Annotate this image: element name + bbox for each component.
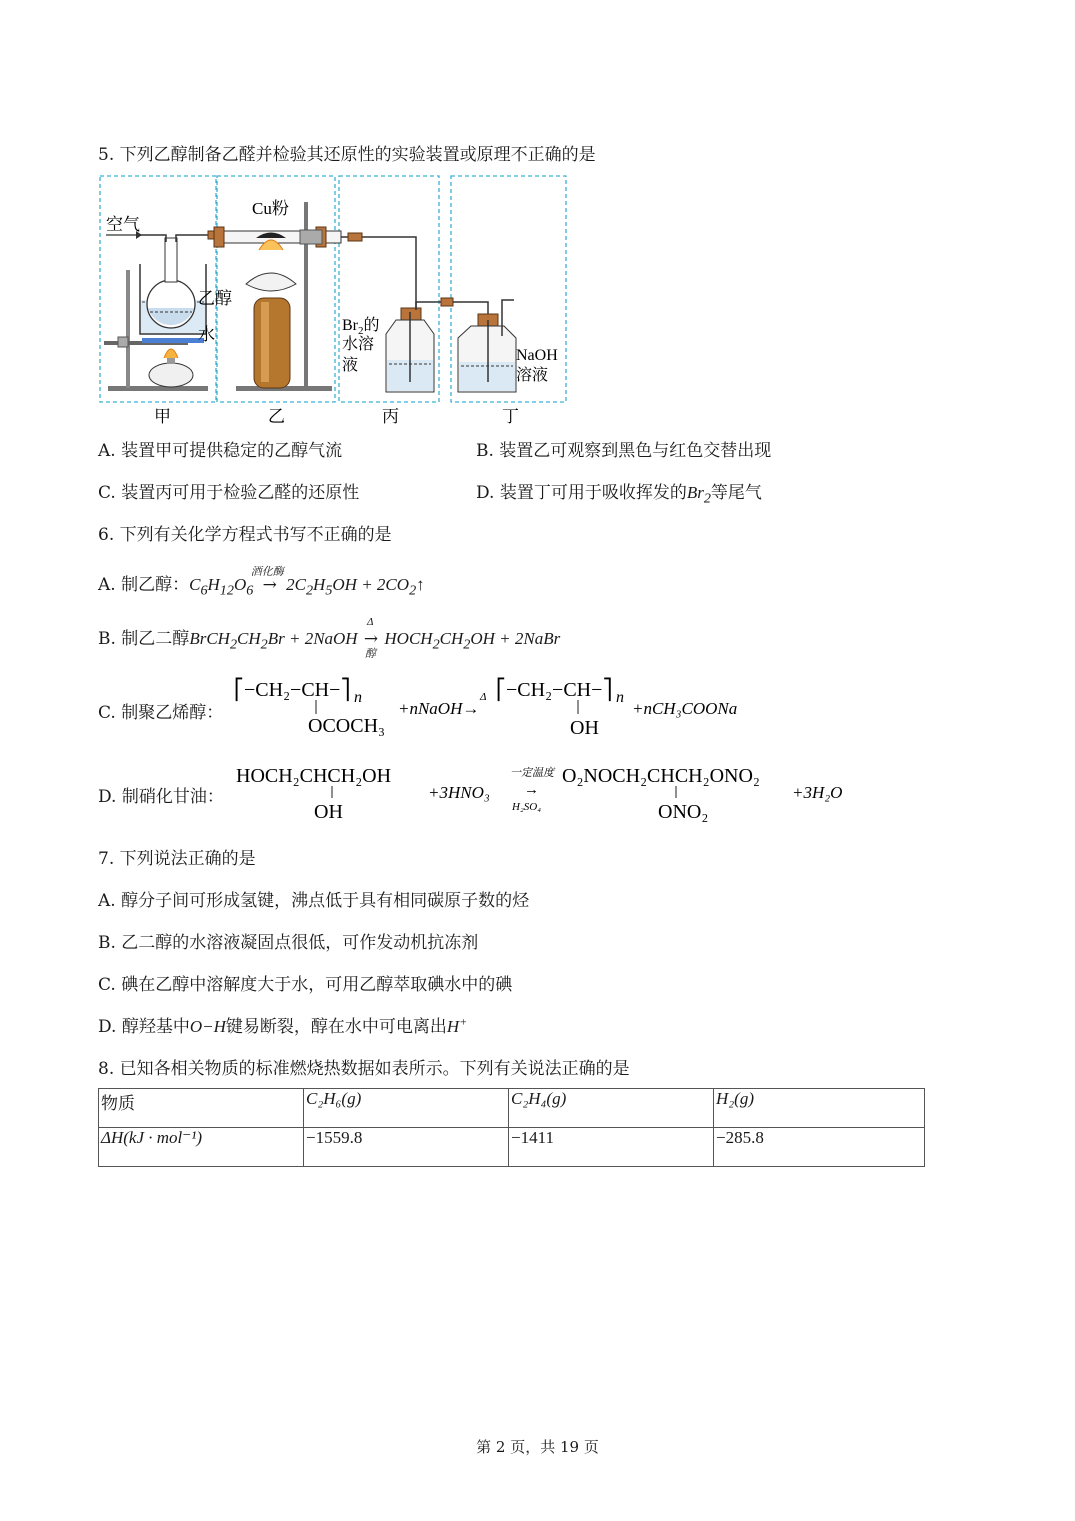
svg-text:n: n [354,689,362,706]
q6-option-c-equation [228,672,788,742]
label-br2-line3: 液 [342,357,359,374]
label-ding: 丁 [502,407,519,424]
svg-text:→: → [524,782,539,798]
header-c2h4: C₂H₄(g) [509,1089,714,1128]
svg-text:Δ: Δ [480,691,487,703]
br2-formula: $Br_2$ [686,483,711,507]
q6-option-d-label: D. 制硝化甘油： [98,787,224,807]
label-ethanol: 乙醇 [198,289,232,308]
q6-option-a: A. 制乙醇：$C_6H_{12}O_6$ 酒化酶 → $2C_2H_5OH$ + $2CO_2↑$ [98,566,425,599]
q5-apparatus-figure [96,172,571,424]
q6-option-d-equation [232,758,862,828]
svg-text:OH: OH [570,717,599,739]
q7-option-c: C. 碘在乙醇中溶解度大于水，可用乙醇萃取碘水中的碘 [98,975,513,995]
label-jia: 甲 [154,407,171,424]
label-br2: $Br_2$的 [342,317,380,337]
label-air: 空气 [106,215,140,234]
label-cu: Cu粉 [252,199,289,218]
q5-stem: 5. 下列乙醇制备乙醛并检验其还原性的实验装置或原理不正确的是 [98,145,596,165]
q7-stem: 7. 下列说法正确的是 [98,849,256,869]
q7-option-b: B. 乙二醇的水溶液凝固点很低，可作发动机抗冻剂 [98,933,479,953]
q8-stem: 8. 已知各相关物质的标准燃烧热数据如表所示。下列有关说法正确的是 [98,1059,630,1079]
lamp-body [254,298,290,388]
label-naoh-line2: 溶液 [516,367,549,384]
stand-rod [126,270,130,388]
q7-option-d: D. 醇羟基中O−H键易断裂，醇在水中可电离出H+ [98,1014,468,1037]
svg-text:OCOCH₃: OCOCH₃ [308,715,385,737]
label-water: 水 [198,325,215,344]
table-row [99,1128,925,1167]
page-footer: 第 2 页，共 19 页 [476,1438,599,1456]
q5-option-b: B. 装置乙可观察到黑色与红色交替出现 [476,441,772,461]
header-substance: 物质 [99,1089,304,1128]
svg-text:⎡−CH₂−CH−⎤: ⎡−CH₂−CH−⎤ [496,679,613,701]
q7-option-a: A. 醇分子间可形成氢键，沸点低于具有相同碳原子数的烃 [98,891,530,911]
row-label-dh: ΔH(kJ · mol⁻¹) [99,1128,304,1167]
header-c2h6: C₂H₆(g) [304,1089,509,1128]
value-c2h6: −1559.8 [304,1128,509,1167]
svg-text:+nCH₃COONa: +nCH₃COONa [632,699,738,718]
svg-text:OH: OH [314,801,343,823]
value-c2h4: −1411 [509,1128,714,1167]
label-yi: 乙 [268,407,285,424]
combustion-heat-table [98,1088,925,1167]
q5-option-c: C. 装置丙可用于检验乙醛的还原性 [98,483,360,503]
q6-stem: 6. 下列有关化学方程式书写不正确的是 [98,525,392,545]
stand-base [108,386,208,391]
gauze [142,338,204,343]
q6-option-c-label: C. 制聚乙烯醇： [98,703,224,723]
label-bing: 丙 [382,407,399,424]
svg-text:n: n [616,689,624,706]
svg-text:+nNaOH→: +nNaOH→ [398,699,480,718]
q5-option-d: D. 装置丁可用于吸收挥发的$Br_2$等尾气 [476,483,762,507]
svg-text:+3H₂O: +3H₂O [792,783,843,802]
q5-option-a: A. 装置甲可提供稳定的乙醇气流 [98,441,343,461]
svg-text:H₂SO₄: H₂SO₄ [512,801,542,813]
label-br2-line2: 水溶 [342,336,375,353]
header-h2: H₂(g) [714,1089,925,1128]
value-h2: −285.8 [714,1128,925,1167]
svg-text:O₂NOCH₂CHCH₂ONO₂: O₂NOCH₂CHCH₂ONO₂ [562,765,760,787]
svg-text:HOCH₂CHCH₂OH: HOCH₂CHCH₂OH [236,765,392,787]
svg-text:⎡−CH₂−CH−⎤: ⎡−CH₂−CH−⎤ [234,679,351,701]
svg-text:+3HNO₃: +3HNO₃ [428,783,490,802]
label-naoh: NaOH [516,347,558,364]
svg-text:一定温度: 一定温度 [510,767,554,779]
svg-text:ONO₂: ONO₂ [658,801,709,823]
q6-option-b: B. 制乙二醇$BrCH_2CH_2Br$ + 2NaOH Δ → 醇 $HOCH_2CH_2OH$ + 2NaBr [98,616,561,660]
table-row [99,1089,925,1128]
